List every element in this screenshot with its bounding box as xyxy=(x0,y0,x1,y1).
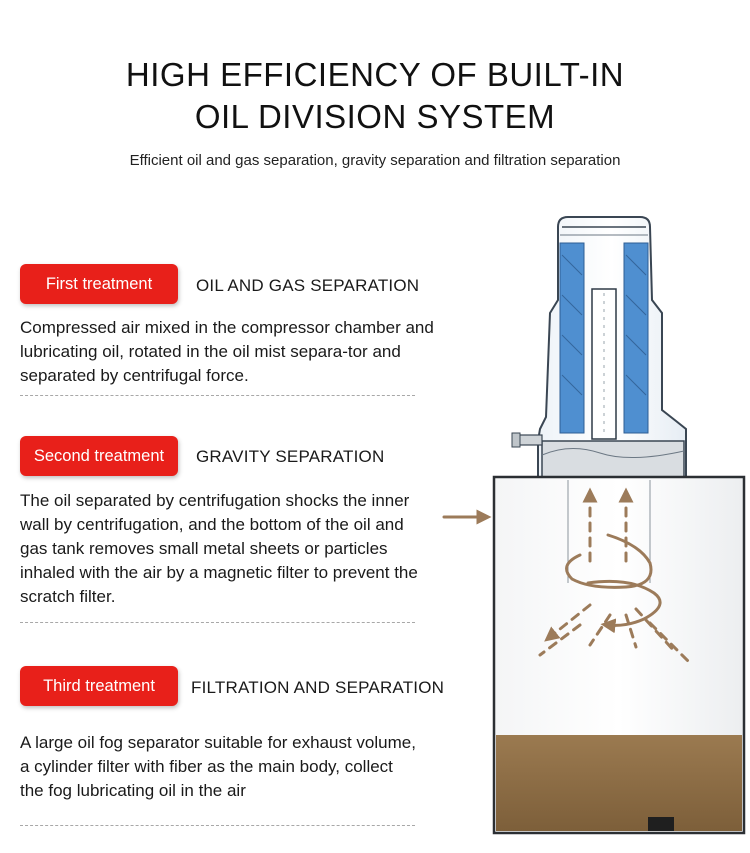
section-divider xyxy=(20,825,415,826)
section-divider xyxy=(20,622,415,623)
first-treatment-badge: First treatment xyxy=(20,264,178,304)
first-treatment-heading: OIL AND GAS SEPARATION xyxy=(196,276,420,295)
filter-element-left xyxy=(560,243,584,433)
third-treatment-heading: FILTRATION AND SEPARATION xyxy=(191,678,445,697)
page-subtitle: Efficient oil and gas separation, gravity separation and filtration separation xyxy=(129,152,621,169)
filter-housing xyxy=(512,217,686,477)
section-divider xyxy=(20,395,415,396)
second-treatment-badge: Second treatment xyxy=(20,436,178,476)
second-treatment-heading: GRAVITY SEPARATION xyxy=(196,447,385,466)
page-title-line-2: OIL DIVISION SYSTEM xyxy=(194,98,556,135)
third-treatment-description: A large oil fog separator suitable for exhaust volume, a cylinder filter with fiber as the main body, collect the fog lubricating oil in the air xyxy=(20,733,416,800)
second-treatment-description: The oil separated by centrifugation shocks the inner wall by centrifugation, and the bottom of the oil and gas tank removes small metal sheets or particles inhaled with the air by a magnetic filter to prevent the scratch filter. xyxy=(20,491,418,606)
oil-reservoir xyxy=(496,735,742,831)
oil-gas-tank xyxy=(494,477,744,833)
third-treatment-badge: Third treatment xyxy=(20,666,178,706)
filter-element-right xyxy=(624,243,648,433)
first-treatment-description: Compressed air mixed in the compressor chamber and lubricating oil, rotated in the oil mist separa-tor and separated by centrifugal force. xyxy=(20,318,434,385)
oil-separator-diagram xyxy=(440,205,750,853)
page-title-line-1: HIGH EFFICIENCY OF BUILT-IN xyxy=(125,56,625,93)
